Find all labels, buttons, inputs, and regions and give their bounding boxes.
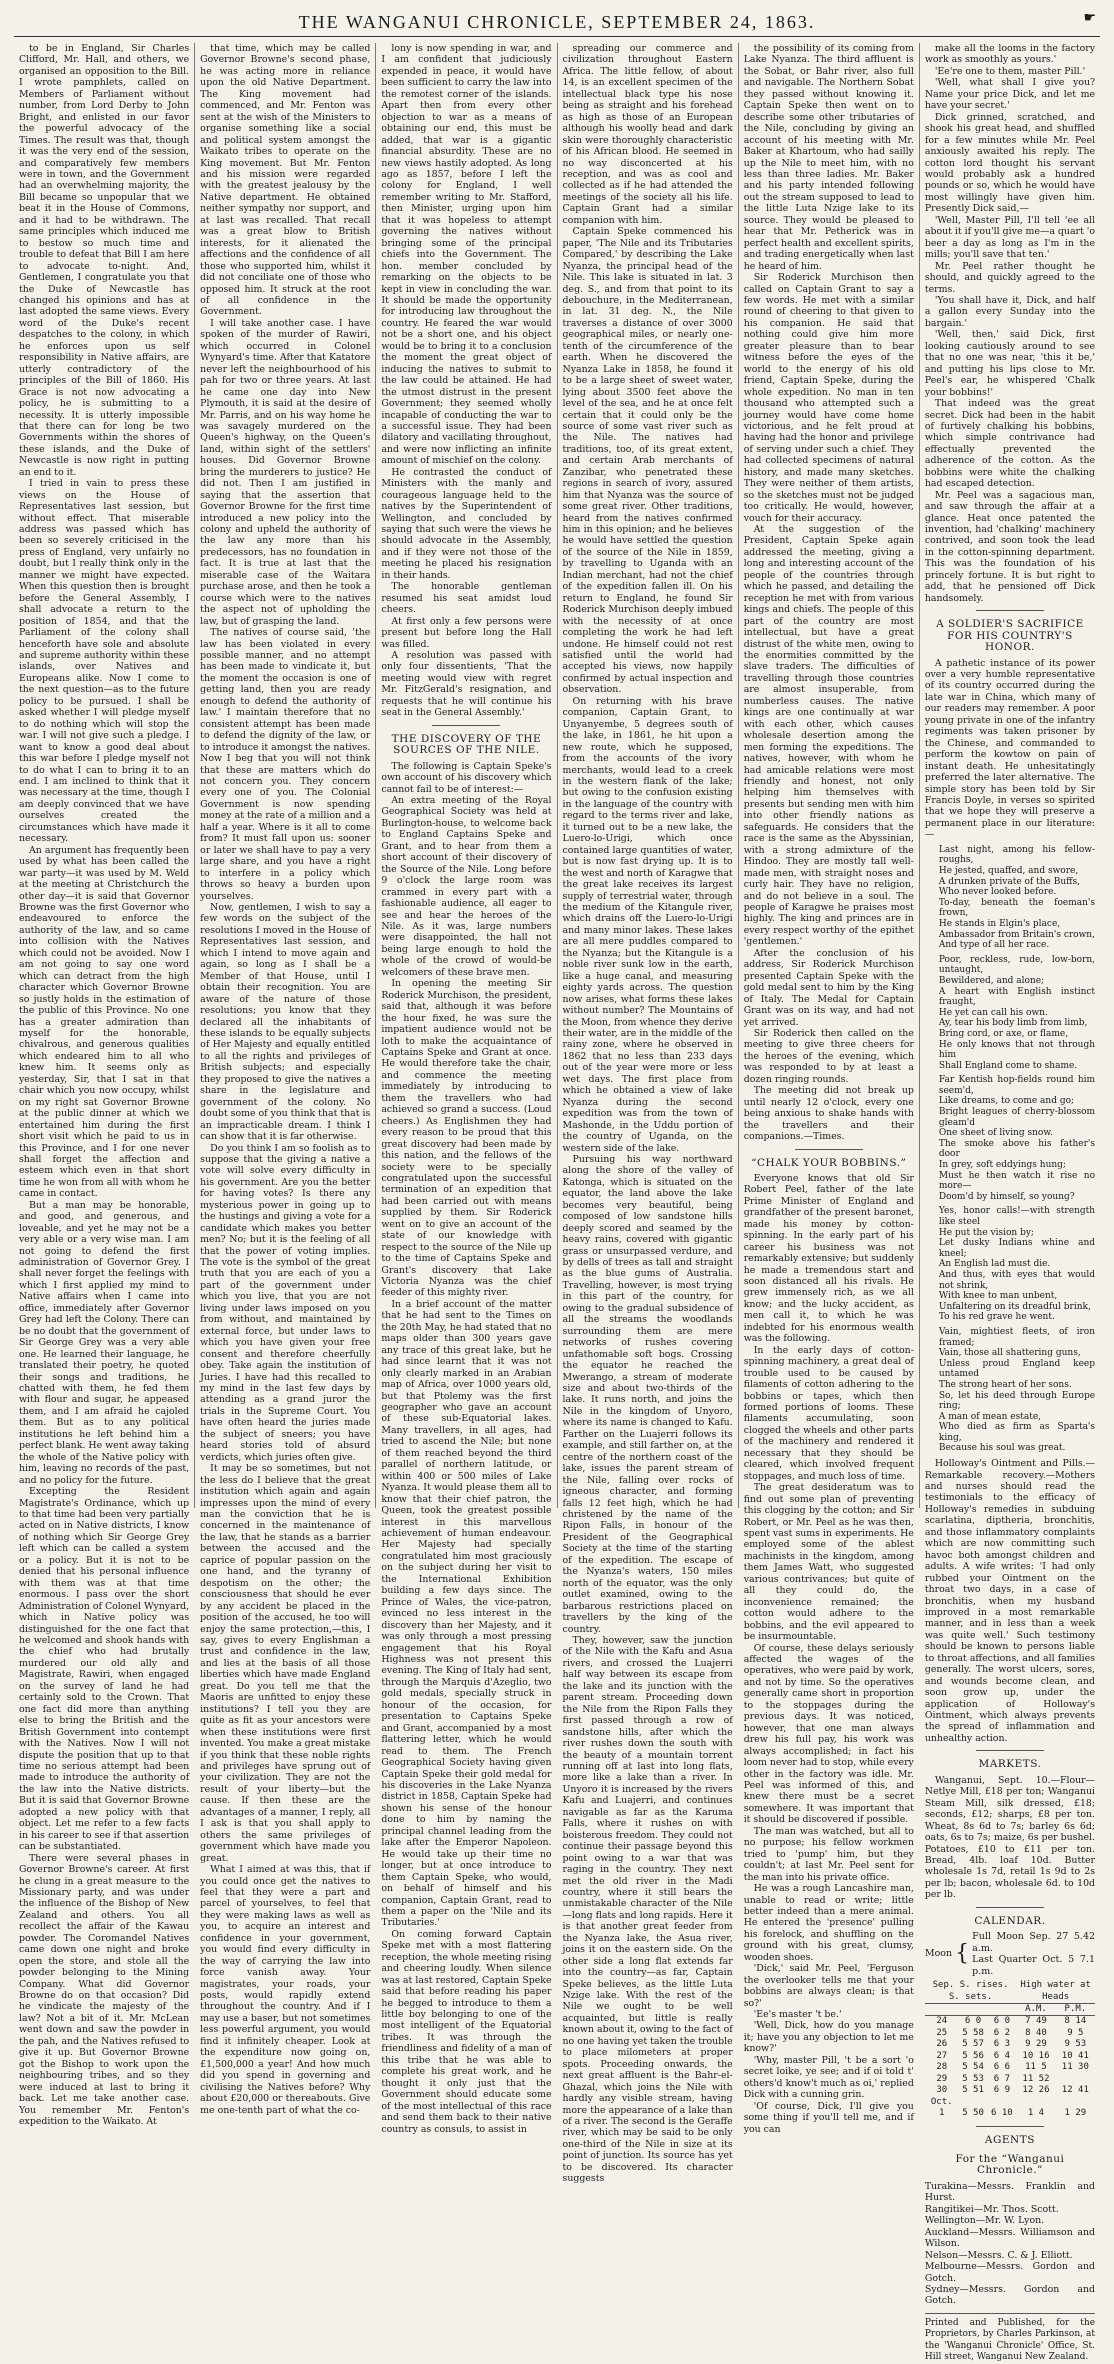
article-paragraph: Dick grinned, scratched, and shook his great head, and shuffled for a few minutes while Mr. Peel anxiously awaited his reply. The cotton lord thought his servant would probably ask a hundred pounds or so, which he would have most willingly have given him. Presently Dick said,— — [924, 111, 1096, 215]
divider — [795, 1149, 863, 1150]
tide-header-left: Sep. S. rises. S. sets. — [925, 1980, 1016, 2003]
table-row: 29 5 53 6 7 11 52 — [936, 2073, 1050, 2084]
poem-line: An English lad must die. — [938, 1259, 1051, 1270]
poem-line: And thus, with eyes that would not shrink, — [938, 1269, 1096, 1291]
article-paragraph: I will take another case. I have spoken of the murder of Rawiri, which occurred in Colonel Wynyard's time. After that Katatore never left the neighbourhood of his pah for two or three years. At last he came one day into New Plymouth, it is said at the desire of Mr. Parris, and on his way home he was savagely murdered on the Queen's highway, on the Queen's land, within sight of the settlers' houses. Did Governor Browne bring the murderers to justice? He did not. Then I am justified in saying that the assertion that Governor Browne for the first time introduced a new policy into the colony and upheld the authority of the law any more than his predecessors, has no foundation in fact. It is true at last that the miserable case of the Waitara purchase arose, and then he took a course which were to the natives the aspect not of upholding the law, but of grasping the land. — [200, 317, 371, 627]
poem-line: To-day, beneath the foeman's frown, — [938, 897, 1096, 919]
divider — [976, 1750, 1044, 1751]
article-paragraph: 'Of course, Dick, I'll give you some thing if you'll tell me, and if you can — [743, 2100, 914, 2135]
poem-line: Last night, among his fellow-roughs, — [938, 844, 1096, 866]
column-6 — [920, 43, 1100, 2363]
moon-phase: Full Moon Sep. 27 5.42 a.m. — [972, 1931, 1096, 1954]
article-paragraph: 'Well, Master Pill, I'll tell 'ee all about it if you'll give me—a quart 'o beer a day as long as I'm in the mills; you'll save that ten.' — [924, 214, 1096, 261]
poem-line: Ay, tear his body limb from limb, — [938, 1018, 1088, 1029]
poem-line: Must he then watch it rise no more— — [938, 1170, 1096, 1192]
poem-line: Doom'd by himself, so young? — [938, 1191, 1075, 1202]
article-paragraph: There were several phases in Governor Browne's career. At first he clung in a great measure to the Missionary party, and was under the influence of the Bishop of New Zealand and others. You all recollect the affair of the Kawau powder. The Coromandel Natives came down one night and broke open the store, and stole all the powder belonging to the Mining Company. What did Governor Browne do on that occasion? Did he vindicate the majesty of the law? Not a bit of it. Mr. McLean went down and saw the powder in the pah, and the Natives refused to give it up. But Governor Browne got the Bishop to work upon the neighbouring tribes, and so they were induced at last to bring it back. Let me take another case. You remember Mr. Fenton's expedition to the Waikato. At — [19, 1852, 190, 2128]
poem-line: Bring cord, or axe, or flame, — [938, 1028, 1069, 1039]
agents-heading: AGENTS — [984, 2133, 1035, 2146]
poem-line: Let dusky Indians whine and kneel; — [938, 1238, 1096, 1259]
poem-stanza — [939, 1327, 1095, 1454]
poem-line: Who died as firm as Sparta's king, — [938, 1422, 1096, 1443]
divider — [976, 1907, 1044, 1908]
divider — [432, 725, 500, 726]
agent-line: Auckland—Messrs. Williamson and Wilson. — [924, 2226, 1096, 2250]
poem-line: Poor, reckless, rude, low-born, untaught, — [938, 954, 1096, 976]
poem-line: Because his soul was great. — [938, 1443, 1066, 1454]
article-paragraph: Of course, these delays seriously affected the wages of the operatives, who were paid by work, and not by time. So the operatives generally came short in proportion to the stoppages during the previous days. It was noticed, however, that one man always drew his full pay, his work was always accomplished; in fact his loom never had to stop, while every other in the factory was idle. Mr. Peel was informed of this, and knew there must be a secret somewhere. It was important that it should be discovered if possible. — [743, 1642, 914, 1826]
poem-line: A heart with English instinct fraught, — [938, 986, 1096, 1008]
poem-line: He put the vision by; — [938, 1227, 1034, 1238]
tide-header-right: High water at Heads — [1016, 1980, 1095, 2003]
article-paragraph: A resolution was passed with only four dissentients, 'That the meeting would view with regret Mr. FitzGerald's resignation, and requests that he will continue his seat in the General Assembly.' — [381, 650, 552, 719]
article-paragraph: At first only a few persons were present but before long the Hall was filled. — [381, 615, 552, 650]
poem-line: Far Kentish hop-fields round him seem'd, — [938, 1075, 1096, 1096]
discovery-heading: THE DISCOVERY OF THE SOURCES OF THE NILE. — [391, 732, 542, 757]
table-row: 30 5 51 6 9 12 26 12 41 — [936, 2085, 1089, 2096]
masthead — [14, 8, 1100, 37]
article-paragraph: The great desideratum was to find out some plan of preventing this clogging by the cotton; and Sir Robert, or Mr. Peel as he was then, spent vast sums in experiments. He employed some of the ablest machinists in the kingdom, among them James Watt, who suggested various contrivances; but quite of all they could do, the inconvenience remained; the cotton would adhere to the bobbins, and the evil appeared to be insurmountable. — [743, 1482, 914, 1643]
article-paragraph: The honorable gentleman resumed his seat amidst loud cheers. — [381, 581, 552, 616]
moon-phase: Last Quarter Oct. 5 7.1 p.m. — [972, 1954, 1096, 1977]
table-row: 28 5 54 6 6 11 5 11 30 — [936, 2062, 1089, 2073]
imprint-text: Printed and Published, for the Proprietors, by Charles Parkinson, at the 'Wanganui Chronicle' Office, St. Hill street, Wanganui New Zealand. — [924, 2317, 1096, 2363]
poem-line: Bright leagues of cherry-blossom gleam'd — [938, 1107, 1096, 1128]
article-paragraph: In a brief account of the matter that he had sent to the Times on the 20th May, he had stated that no maps older than 300 years gave any trace of this great lake, but he had since learnt that it was not only clearly marked in an Arabian map of Africa, over 1000 years old, but that Ptolemy was the first geographer who gave an account of these sub-Equatorial lakes. Many travellers, in all ages, had tried to ascend the Nile; but none of them reached beyond the third parallel of northern latitude, or within 400 or 500 miles of Lake Nyanza. It would please them all to know that their chief patron, the Queen, took the greatest possible interest in this marvellous achievement of human endeavour. Her Majesty had specially congratulated him most graciously on the subject during her visit to the International Exhibition building a few days since. The Prince of Wales, the vice-patron, evinced no less interest in the discovery than her Majesty, and it was only through a most pressing engagement that his Royal Highness was not present this evening. The King of Italy had sent, through the Marquis d'Azeglio, two gold medals, specially struck in honour of the occasion, for presentation to Captains Speke and Grant, accompanied by a most flattering letter, which he would read to them. The French Geographical Society having given Captain Speke their gold medal for his discoveries in the Lake Nyanza district in 1858, Captain Speke had shown his sense of the honour done to him by naming the principal channel leading from the lake after the Emperor Napoleon. He would take up their time no longer, but at once introduce to them Captain Speke, who would, on behalf of himself and his companion, Captain Grant, read to them a paper on the 'Nile and its Tributaries.' — [381, 1298, 552, 1929]
poem-line: The strong heart of her sons. — [938, 1379, 1072, 1390]
moon-phases — [925, 1931, 1095, 1977]
article-paragraph: In opening the meeting Sir Roderick Murchison, the president, said that, although it was before the hour fixed, he was sure the impatient audience would not be loth to make the acquaintance of Captains Speke and Grant at once. He would therefore take the chair, and commence the meeting immediately by introducing to them the travellers who had achieved so grand a success. (Loud cheers.) As Englishmen they had every reason to be proud that this great discovery had been made by this nation, and the fellows of the society were to be specially congratulated upon the successful termination of an expedition that had been carried out with means supplied by them. Sir Roderick went on to give an account of the state of our knowledge with respect to the source of the Nile up to the time of Captains Speke and Grant's discovery that Lake Victoria Nyanza was the chief feeder of this mighty river. — [381, 978, 552, 1299]
article-paragraph: 'Well, what shall I give you? Name your price Dick, and let me have your secret.' — [924, 77, 1096, 112]
poem-line: Unless proud England keep untamed — [938, 1358, 1096, 1380]
article-paragraph: lony is now spending in war, and I am confident that judiciously expended in peace, it would have been sufficient to carry the law into the remotest corner of the islands. Apart then from every other objection to war as a means of obtaining our end, this must be added, that war is a gigantic financial absurdity. These are no new views hastily adopted. As long ago as 1857, before I left the colony for England, I well remember writing to Mr. Stafford, then Minister, urging upon him that it was hopeless to attempt governing the natives without bringing some of the principal chiefs into the Government. The hon. member concluded by remarking on the objects to be kept in view in concluding the war. It should be made the opportunity for introducing law throughout the country. He feared the war would not be a short one, and his object would be to bring it to a conclusion the moment the great object of inducing the natives to submit to the law could be attained. He had the utmost distrust in the present Government; they seemed wholly incapable of conducting the war to a successful issue. They had been dilatory and vacillating throughout, and were now inflicting an infinite amount of mischief on the colony. — [381, 43, 552, 467]
article-paragraph: Do you think I am so foolish as to suppose that the giving a native a vote will solve every difficulty in his government. Are you the better for having votes? Is there any mysterious power in going up to the hustings and giving a vote for a candidate which makes you better men? No; but it is the feeling of all that the power of voting implies. The vote is the symbol of the great truth that you are each of you a part of the government under which you live, that you are not living under laws imposed on you from without, and maintained by external force, but under laws to which you have given your free consent and therefore cheerfully obey. Take again the institution of Juries. I have had this recalled to my mind in the last few days by attending as a grand juror the trials in the Supreme Court. You have often heard the juries made the subject of sneers; you have heard stories told of absurd verdicts, which juries often give. — [200, 1142, 371, 1463]
table-row: Oct. — [930, 2096, 953, 2107]
article-paragraph: The man was watched, but all to no purpose; his fellow workmen tried to 'pump' him, but they couldn't; at last Mr. Peel sent for the man into his private office. — [743, 1825, 914, 1883]
article-paragraph: the possibility of its coming from Lake Nyanza. The third affluent is the Sobat, or Bahr river, also full and navigable. The Northern Sobat they passed without knowing it. Captain Speke then went on to describe some other tributaries of the Nile, concluding by giving an account of his meeting with Mr. Baker at Khartoum, who had sailly up the Nile to meet him, with no less than three ladies. Mr. Baker and his party intended following out the stream supposed to lead to the little Luta Nzige lake to its source. They would be pleased to hear that Mr. Petherick was in perfect health and excellent spirits, and trading energetically when last he heard of him. — [743, 43, 914, 272]
poem-line: In grey, soft eddyings hung; — [938, 1160, 1066, 1171]
table-row: 25 5 58 6 2 8 40 9 5 — [936, 2027, 1084, 2038]
article-paragraph: Mr. Peel rather thought he should, and quickly agreed to the terms. — [924, 260, 1096, 295]
article-paragraph: On coming forward Captain Speke met with a most flattering reception, the whole meeting rising and cheering loudly. When silence was at last restored, Captain Speke said that before reading his paper he begged to introduce to them a little boy belonging to one of the most intelligent of the Equatorial tribes. It was through the friendliness and fidelity of a man of this tribe that he was able to complete his great work, and he thought it only just that the Government should educate some of the most intellectual of this race and send them back to their native country as consuls, to assist in — [381, 1928, 552, 2135]
columns — [14, 43, 1100, 2363]
article-paragraph: that time, which may be called Governor Browne's second phase, he was acting more in reliance upon the old Native Department. The King movement had commenced, and Mr. Fenton was sent at the wish of the Ministers to organise something like a social and political system amongst the Waikato tribes to operate on the King movement. But Mr. Fenton and his mission were regarded with the greatest jealousy by the Native department. He obtained neither sympathy nor support, and at last was recalled. That recall was a great blow to British interests, for it alienated the affections and the confidence of all those who supported him, whilst it did not conciliate one of those who opposed him. It struck at the root of all confidence in the Government. — [200, 43, 371, 318]
chalk-heading: “CHALK YOUR BOBBINS.” — [751, 1156, 907, 1169]
poem-line: Unfaltering on its dreadful brink, — [938, 1301, 1091, 1312]
article-paragraph: 'Ee're one to them, master Pill.' — [934, 65, 1086, 77]
poem-line: To his red grave he went. — [938, 1312, 1055, 1323]
article-paragraph: Sir Roderick Murchison then called on Captain Grant to say a few words. He met with a similar round of cheering to that given to his companion. He said that nothing could give him more greater pleasure than to bear witness before the eyes of the world to the energy of his old friend, Captain Speke, during the whole expedition. No man in ten thousand who attempted such a journey would have come home victorious, and he felt proud at having had the honor and privilege of serving under such a chief. They had collected specimens of natural history, and made many sketches. They were neither of them artists, so the sketches must not be judged too critically. He would, however, vouch for their accuracy. — [743, 272, 914, 524]
poem-stanza — [939, 1075, 1095, 1202]
table-row: 26 5 57 6 3 9 29 9 53 — [936, 2039, 1087, 2050]
article-paragraph: 'Why, master Pill, 't be a sort 'o secret loike, ye see; and if oi told t' others'd know't much as oi,' replied Dick with a cunning grin. — [743, 2054, 914, 2101]
poem-line: He stands in Elgin's place, — [938, 918, 1061, 929]
column-3 — [376, 43, 557, 2135]
agent-line: Turakina—Messrs. Franklin and Hurst. — [924, 2180, 1096, 2204]
poem-line: Ambassador from Britain's crown, — [938, 929, 1095, 940]
poem-line: Vain, those all shattering guns, — [938, 1348, 1081, 1359]
article-paragraph: make all the looms in the factory work as smoothly as yours.' — [924, 43, 1096, 66]
article-paragraph: Captain Speke commenced his paper, 'The Nile and its Tributaries Compared,' by describing the Lake Nyanza, the principal head of the Nile. This lake is situated in lat. 3 deg. S., and from that point to its debouchure, in the Mediterranean, in lat. 31 deg. N., the Nile traverses a distance of over 3000 geographical miles, or nearly one-tenth of the circumference of the earth. When he discovered the Nyanza Lake in 1858, he found it to be a large sheet of sweet water, lying about 3500 feet above the level of the sea, and he at once felt certain that it could only be the source of some vast river such as the Nile. The natives had traditions, too, of its great extent, and certain Arab merchants of Zanzibar, who penetrated these regions in search of ivory, assured him that Nyanza was the source of some great river. Other traditions, heard from the natives confirmed him in this opinion; and he believes he would have settled the question of the source of the Nile in 1859, by travelling to Uganda with an Indian merchant, had not the chief of the expedition fallen ill. On his return to England, he found Sir Roderick Murchison deeply imbued with the necessity of at once completing the work he had left undone. He himself could not rest satisfied until the world had accepted his views, now happily confirmed by actual inspection and observation. — [562, 226, 733, 696]
poem-line: Like dreams, to come and go; — [938, 1096, 1075, 1107]
article-paragraph: They, however, saw the junction of the Nile with the Kafu and Asua rivers, and crossed the Luajerri half way between its escape from the lake and its junction with the parent stream. Proceeding down the Nile from the Ripon Falls they first passed through a row of sandstone hills, after which the river rushes down the south with the beauty of a mountain torrent running off at last into long flats, more like a lake than a river. In Unyoro it is increased by the rivers Kafu and Luajerri, and continues navigable as far as the Karuma Falls, where it rushes on with boisterous freedom. They could not continue their passage beyond this point owing to a war that was raging in the country. They next met the old river in the Madi country, where it still bears the unmistakable character of the Nile—long flats and long rapids. Here it is that another great feeder from the Nyanza lake, the Asua river, joins it on the eastern side. On the other side a long flat extends far into the country—as far, Captain Speke believes, as the little Luta Nzige lake. With the rest of the Nile we ought to be well acquainted, but little is really known about it, owing to the fact of no one having yet taken the trouble to place milometers at proper spots. Proceeding onwards, the next great affluent is the Bahr-el-Ghazal, which joins the Nile with hardly any visible stream, having more the appearance of a lake than of a river. The second is the Geraffe river, which may be said to be only one-third of the Nile in size at its point of junction. Its source has yet to be discovered. Its character suggests — [562, 1634, 733, 2185]
article-paragraph: 'Well, then,' said Dick, first looking cautiously around to see that no one was near, 'this it be,' and putting his lips close to Mr. Peel's ear, he whispered 'Chalk your bobbins!' — [924, 329, 1096, 398]
agent-line: Nelson—Messrs. C. & J. Elliott. — [924, 2249, 1073, 2261]
article-paragraph: Everyone knows that old Sir Robert Peel, father of the late Prime Minister of England and grandfather of the present baronet, made his money by cotton-spinning. In the early part of his career his business was not remarkably extensive; but suddenly he made a tremendous start and soon distanced all his rivals. He grew immensely rich, as we all know; and the lucky accident, as men call it, to which he was indebted for his enormous wealth was the following. — [743, 1172, 914, 1345]
poem-stanza — [939, 1206, 1095, 1323]
column-2 — [195, 43, 376, 2116]
article-paragraph: That indeed was the great secret. Dick had been in the habit of furtively chalking his bobbins, which simple contrivance had effectually prevented the adherence of the cotton. As the bobbins were white the chalking had escaped detection. — [924, 398, 1096, 490]
agents-section — [925, 2135, 1095, 2307]
article-paragraph: to be in England, Sir Charles Clifford, Mr. Hall, and others, we organised an opposition to the Bill. I wrote pamphlets, called on Members of Parliament without number, from Lord Derby to John Bright, and enlisted in our favor the powerful advocacy of the Times. The result was that, though it was the very end of the session, and comparatively few members were in town, and the Government had an overwhelming majority, the Bill became so unpopular that we beat it in the House of Commons, and it had to be withdrawn. The same principles which induced me to bestow so much time and trouble to defeat that Bill I am here to advocate to-night. And, Gentlemen, I congratulate you that the Duke of Newcastle has changed his opinions and has at last adopted the same views. Every word of the Duke's recent despatches to the colony, in which he enforces upon us self responsibility in Native affairs, are utterly contradictory of the principles of the Bill of 1860. His Grace is not now advocating a policy, he is submitting to a necessity. It is utterly impossible that there can for long be two Governments within the shores of these islands, and the Duke of Newcastle is now right in putting an end to it. — [19, 43, 190, 478]
article-paragraph: 'Well, Dick, how do you manage it; have you any objection to let me know?' — [743, 2020, 914, 2055]
agent-line: Wellington—Mr. W. Lyon. — [924, 2215, 1045, 2227]
hand-pointer-icon: ☛ — [1083, 10, 1096, 26]
article-paragraph: At the suggestion of the President, Captain Speke again addressed the meeting, giving a long and interesting account of the people of the countries through which he passed, and detailing the reception he met with from various kings and chiefs. The people of this part of the country are most intellectual, but have a great distrust of the white men, owing to the enormities committed by the slave traders. The difficulties of travelling through those countries are almost insuperable, from numberless causes. The native kings are one continually at war with each other, which causes wholesale desertion among the men forming the expeditions. The natives, however, with whom he had amicable relations were most friendly and honest, not only helping him themselves with presents but sending men with him into other friendly nations as safeguards. He considers that the race is the same as the Abyssinian, with a strong admixture of the Hindoo. They are mostly tall well-made men, with straight noses and curly hair. They have no religion, and do not believe in a soul. The people of Karagwe he praises most highly. The king and princes are in every respect worthy of the epithet 'gentlemen.' — [743, 524, 914, 948]
article-paragraph: 'Ee's master 't be.' — [753, 2009, 842, 2021]
divider — [976, 610, 1044, 611]
tide-table — [925, 1980, 1095, 2119]
poem-line: Shall England come to shame. — [938, 1060, 1078, 1071]
article-paragraph: Pursuing his way northward along the shore of the valley of Katonga, which is situated on the equator, the land above the lake becomes very beautiful, being composed of low sandstone hills deeply scored and seamed by the heavy rains, covered with gigantic grass or unsurpassed verdure, and by dells of trees as tall and straight as the blue gums of Australia. Travelling, however, is most trying in this part of the country, for owing to the gradual subsidence of all the streams the woodlands surrounding them are mere networks of rushes covering unfathomable soft bogs. Crossing the equator he reached the Mwerango, a stream of moderate size and about two-thirds of the lake. It runs north, and joins the Nile in the kingdom of Unyoro, where its name is changed to Kafu. Farther on the Luajerri follows its example, and still farther on, at the centre of the northern coast of the lake, issues the parent stream of the Nile, falling over rocks of igneous character, and forming falls 12 feet high, which he had christened by the name of the Ripon Falls, in honour of the President of the Geographical Society at the time of the starting of the expedition. The escape of the Nyanza's waters, 150 miles north of the equator, was the only outlet examined, owing to the barbarous restrictions placed on travellers by the king of the country. — [562, 1153, 733, 1635]
article-paragraph: The following is Captain Speke's own account of his discovery which cannot fail to be of interest:— — [381, 760, 552, 795]
article-paragraph: 'You shall have it, Dick, and half a gallon every Sunday into the bargain.' — [924, 294, 1096, 329]
moon-label: Moon — [924, 1948, 953, 1960]
tide-am-label: A.M. — [1016, 2004, 1055, 2016]
divider — [976, 2126, 1044, 2127]
column-5 — [739, 43, 920, 2135]
brace-glyph: { — [955, 1941, 970, 1967]
article-paragraph: The natives of course said, 'the law has been violated in every possible manner, and no attempt has been made to vindicate it, but the moment the occasion is one of getting land, then you are ready enough to defend the authority of law.' I maintain therefore that no consistent attempt has been made to defend the dignity of the law, or to introduce it amongst the natives. Now I beg that you will not think that these are matters which do not concern you. They concern every one of you. The Colonial Government is now spending money at the rate of a million and a half a year. Where is it all to come from? It must fall upon us: sooner or later we shall have to pay a very large share, and you have a right to interfere in a policy which throws so heavy a burden upon yourselves. — [200, 627, 371, 902]
article-paragraph: In the early days of cotton-spinning machinery, a great deal of trouble used to be caused by filaments of cotton adhering to the bobbins or tapes, which then formed portions of looms. These filaments accumulating, soon clogged the wheels and other parts of the machinery and rendered it necessary that they should be cleared, which involved frequent stoppages, and much loss of time. — [743, 1344, 914, 1482]
article-paragraph: On returning with his brave companion, Captain Grant, to Unyanyembe, 5 degrees south of the lake, in 1861, he hit upon a new route, which he supposed, from the accounts of the ivory merchants, would lead to a creek in the western flank of the lake; but owing to the confusion existing in the language of the country with regard to the terms river and lake, it turned out to be a new lake, the Luero-lo-Urigi, which once contained large quantities of water, but is now fast drying up. It is to the west and north of Karagwe that the great lake receives its largest supply of terrestrial water, through the medium of the Kitangule river, which drains off the Luero-lo-Urigi and many minor lakes. These lakes are all mere puddles compared to the Nyanza; but the Kitangule is a noble river sunk low in the earth, like a huge canal, and measuring eighty yards across. The question now arises, what forms these lakes without number? The Mountains of the Moon, from whence they derive their water, are in the middle of the rainy zone, where he observed in 1862 that no less than 233 days out of the year were more or less wet days. The first place from which he obtained a view of lake Nyanza during the second expedition was from the town of Mashonde, in the Uddu portion of the country of Uganda, on the western side of the lake. — [562, 695, 733, 1154]
article-paragraph: He contrasted the conduct of Ministers with the manly and courageous language held to the natives by the Superintendent of Wellington, and concluded by saying that such were the views he should advocate in the Assembly, and if they were not those of the meeting he placed his resignation in their hands. — [381, 466, 552, 581]
column-4 — [558, 43, 739, 2185]
article-paragraph: After the conclusion of his address, Sir Roderick Murchison presented Captain Speke with the gold medal sent to him by the King of Italy. The Medal for Captain Grant was on its way, and had not yet arrived. — [743, 947, 914, 1028]
article-paragraph: It may be so sometimes, but not the less do I believe that the great institution which again and again impresses upon the mind of every man the conviction that he is concerned in the maintenance of the law, that he stands as a barrier between the accused and the caprice of popular passion on the one hand, and the tyranny of despotism on the other; the consciousness that should he ever by any accident be placed in the position of the accused, he too will enjoy the same protection,—this, I say, gives to every Englishman a trust and confidence in the law, and lies at the basis of all those liberties which have made England great. Do you tell me that the Maoris are unfitted to enjoy these institutions? I tell you they are quite as fit as your ancestors were when these institutions were first invented. You make a great mistake if you think that these noble rights and privileges have sprung out of your civilization. They are not the result of your liberty—but the cause. If then these are the advantages of a manner, I reply, all I ask is that you shall apply to others the same privileges of government which have made you great. — [200, 1463, 371, 1864]
article-paragraph: Excepting the Resident Magistrate's Ordinance, which up to that time had been very partially acted on in Native districts, I know of nothing which Sir George Grey left which can be called a system or a policy. But it is not to be denied that his personal influence with them was at that time enormous. I pass over the short Administration of Colonel Wynyard, which in Native policy was distinguished for the one fact that he welcomed and shook hands with the chief who had brutally murdered our old ally and Magistrate, Rawiri, when engaged on the survey of land he had certainly sold to the Crown. That one fact did more than anything else to bring the British and the British Government into contempt with the Natives. Now I will not dispute the position that up to that time no serious attempt had been made to introduce the authority of the law into the Native districts. But it is said that Governor Browne adopted a new policy with that object. Let me refer to a few facts in his career to see if that assertion can be substantiated. — [19, 1486, 190, 1853]
poem-line: The smoke above his father's door — [938, 1138, 1096, 1160]
agents-subheading: For the “Wanganui Chronicle.” — [955, 2152, 1065, 2177]
poem-line: Yes, honor calls!—with strength like steel — [938, 1206, 1096, 1227]
article-paragraph: Mr. Peel was a sagacious man, and saw through the affair at a glance. Heat once patented the invention, had 'chalking' machinery contrived, and soon took the lead in the cotton-spinning department. This was the foundation of his princely fortune. It is but right to add, that he pensioned off Dick handsomely. — [924, 489, 1096, 604]
article-paragraph: Sir Roderick then called on the meeting to give three cheers for the heroes of the evening, which was responded to by at least a dozen ringing rounds. — [743, 1027, 914, 1085]
article-paragraph: He was a rough Lancashire man, unable to read or write; little better indeed than a mere animal. He entered the 'presence' pulling his forelock, and shuffling on the ground with his great, clumsy, wooden shoes. — [743, 1883, 914, 1963]
agent-line: Rangitikei—Mr. Thos. Scott. — [924, 2203, 1059, 2215]
imprint — [925, 2313, 1095, 2364]
article-paragraph: An extra meeting of the Royal Geographical Society was held at Burlington-house, to welcome back to England Captains Speke and Grant, and to hear from them a short account of their discovery of the Source of the Nile. Long before 9 o'clock the large room was crammed in every part with a fashionable audience, all eager to see and hear the heroes of the Nile. As it was, large numbers were disappointed, the hall not being large enough to hold the whole of the crowd of would-be welcomers of these brave men. — [381, 795, 552, 978]
article-paragraph: Now, gentlemen, I wish to say a few words on the subject of the resolutions I moved in the House of Representatives last session, and which I intend to move again and again, so long as I shall be a Member of that House, until I obtain their recognition. You are aware of the nature of those resolutions; you know that they declared all the inhabitants of these islands to be equally subjects of Her Majesty and equally entitled to all the rights and privileges of British subjects; and especially they proposed to give the natives a share in the legislature and government of the colony. No doubt some of you think that that is an impracticable dream. I think I can show that it is far otherwise. — [200, 901, 371, 1143]
advertisement-holloway: Holloway's Ointment and Pills.—Remarkable recovery.—Mothers and nurses should read the testimonials to the efficacy of Holloway's remedies in subduing scarlatina, diptheria, bronchitis, and those inflammatory complaints which are now committing such havoc both amongst children and adults. A wife writes: 'I had only rubbed your Ointment on the throat two days, in a case of bronchitis, when my husband improved in a most remarkable manner, and in less than a week was quite well.' Such testimony should be known to persons liable to throat affections, and all families generally. The worst ulcers, sores, and wounds become clean, and soon grow up, under the application of Holloway's Ointment, which always prevents the spread of inflammation and unhealthy action. — [924, 1458, 1096, 1744]
soldier-heading: A SOLDIER'S SACRIFICE FOR HIS COUNTRY'S HONOR. — [936, 618, 1084, 654]
table-row: 24 6 0 6 0 7 49 8 14 — [936, 2016, 1087, 2027]
poem-line: And type of all her race. — [938, 940, 1050, 951]
poem-line: A drunken private of the Buffs, — [938, 876, 1081, 887]
poem-line: Who never looked before. — [938, 887, 1057, 898]
poem-stanza — [939, 955, 1095, 1072]
poem-line: Bewildered, and alone; — [938, 975, 1045, 986]
article-paragraph: spreading our commerce and civilization throughout Eastern Africa. The little fellow, of about 14, is an excellent specimen of the intellectual black type his nose being as straight and his forehead as high as those of an European although his woolly head and dark skin were thoroughly characteristic of his African blood. He seemed in no way disconcerted at his reception, and was as cool and collected as if he had attended the meetings of the society all his life. Captain Grant had a similar companion with him. — [562, 43, 733, 226]
poem-line: He yet can call his own. — [938, 1007, 1048, 1018]
markets-text: Wanganui, Sept. 10.—Flour—Netlye Mill, £18 per ton; Wanganui Steam Mill, silk dressed, £18; seconds, £12; sharps, £8 per ton. Wheat, 8s 6d to 7s; barley 6s 6d; oats, 6s to 7s; maize, 6s per bushel. Potatoes, £10 to £11 per ton. Bread, 4lb. loaf 10d. Butter wholesale 1s 7d, retail 1s 9d to 2s per lb; bacon, wholesale 6d. to 10d per lb. — [924, 1774, 1096, 1901]
poem-line: A man of mean estate, — [938, 1411, 1042, 1422]
article-paragraph: I tried in vain to press these views on the House of Representatives last session, but without effect. That miserable address was passed which has been so severely criticised in the press of England, very unfairly no doubt, but I really think only in the manner we might have expected. When this question then is brought before the General Assembly, I shall advocate a return to the position of 1854, and that the Parliament of the colony shall henceforth have sole and absolute and supreme authority within these islands, over Natives and Europeans alike. Now I come to the next question—as to the future policy to be pursued. I shall be asked whether I will pledge myself to do nothing which will stop the war. I will not give such a pledge. I want to know a good deal about this war before I pledge myself not to do what I can to bring it to an end. I am inclined to think that it was necessary at the time, though I am deeply convinced that we have ourselves created the circumstances which have made it necessary. — [19, 478, 190, 845]
poem-line: He only knows that not through him — [938, 1039, 1096, 1061]
markets-heading: MARKETS. — [978, 1758, 1042, 1771]
tide-pm-label: P.M. — [1056, 2004, 1095, 2016]
article-paragraph: What I aimed at was this, that if you could once get the natives to feel that they were a part and parcel of yourselves, to feel that they were making laws as well as you, to acquire an interest and confidence in your government, you would find every difficulty in the way of carrying the law into force vanish away. Your magistrates, your roads, your posts, would rapidly extend throughout the country. And if I may use a baser, but not sometimes less powerful argument, you would find it infinitely cheaper. Look at the expenditure now going on, £1,500,000 a year! And how much did you spend in governing and civilising the Natives before? Why about £20,000 or thereabouts. Give me one-tenth part of what the co- — [200, 1864, 371, 2116]
article-paragraph: The meeting did not break up until nearly 12 o'clock, every one being anxious to shake hands with the travellers and their companions.—Times. — [743, 1085, 914, 1143]
table-row: 27 5 56 6 4 10 16 10 41 — [936, 2050, 1089, 2061]
agent-line: Melbourne—Messrs. Gordon and Gotch. — [924, 2261, 1096, 2284]
poem-line: He jested, quaffed, and swore, — [938, 866, 1079, 876]
poem-line: With knee to man unbent, — [938, 1291, 1058, 1302]
table-row: 1 5 50 6 10 1 4 1 29 — [939, 2108, 1087, 2119]
poem-line: One sheet of living snow. — [938, 1128, 1053, 1139]
calendar-heading: CALENDAR. — [974, 1914, 1046, 1927]
agent-line: Sydney—Messrs. Gordon and Gotch. — [924, 2283, 1096, 2307]
article-paragraph: But a man may be honorable, and good, and generous, and loveable, and yet he may not be a very able or a very wise man. I am not going to defend the first administration of Governor Grey. I shall never forget the feelings with which I first applied my mind to Native affairs when I came into office, immediately after Governor Grey had left the Colony. There can be no doubt that the government of Sir George Grey was a very able one. He learned their language, he translated their poetry, he quoted their songs and traditions, he chatted with them, he fed them with flour and sugar, he appeased them, and I am afraid he cajoled them. But as to any political institutions he left behind him a perfect blank. He went away taking the whole of the Native policy with him, leaving no records of the past, and no policy for the future. — [19, 1199, 190, 1486]
article-paragraph: An argument has frequently been used by what has been called the war party—it was used by M. Weld at the meeting at Christchurch the other day—it is said that Governor Browne was the first Governor who endeavoured to enforce the authority of the law, and so came into collision with the Natives which could not be avoided. Now I am not going to say one word which can detract from the high character which Governor Browne so justly holds in the estimation of the public of this Province. No one has a greater admiration than myself for the honorable, chivalrous, and generous qualities which endeared him to all who knew him. It seems only as yesterday, Sir, that I sat in that chair which you now occupy, whilst on my right sat Governor Browne at the public dinner at which we entertained him during the first short visit which he paid to us in this Province, and I for one never shall forget the affection and esteem which even in that short time he won from all with whom he came in contact. — [19, 844, 190, 1200]
article-paragraph: A pathetic instance of its power over a very humble representative of its country occurred during the late war in China, which many of our readers may remember. A poor young private in one of the infantry regiments was taken prisoner by the Chinese, and commanded to perform the kowtow on pain of instant death. He unhesitatingly preferred the later alternative. The simple story has been told by Sir Francis Doyle, in verses so spirited that we hope they will preserve a permanent place in our literature:— — [924, 657, 1096, 841]
masthead-title: THE WANGANUI CHRONICLE, SEPTEMBER 24, 1863. — [298, 11, 816, 32]
column-1 — [14, 43, 195, 2128]
poem-line: So, let his deed through Europe ring; — [938, 1390, 1096, 1412]
poem-line: Vain, mightiest fleets, of iron framed; — [938, 1326, 1096, 1348]
poem-stanza — [939, 845, 1095, 951]
article-paragraph: 'Dick,' said Mr. Peel, 'Ferguson the overlooker tells me that your bobbins are always clean; is that so?' — [743, 1963, 914, 2009]
